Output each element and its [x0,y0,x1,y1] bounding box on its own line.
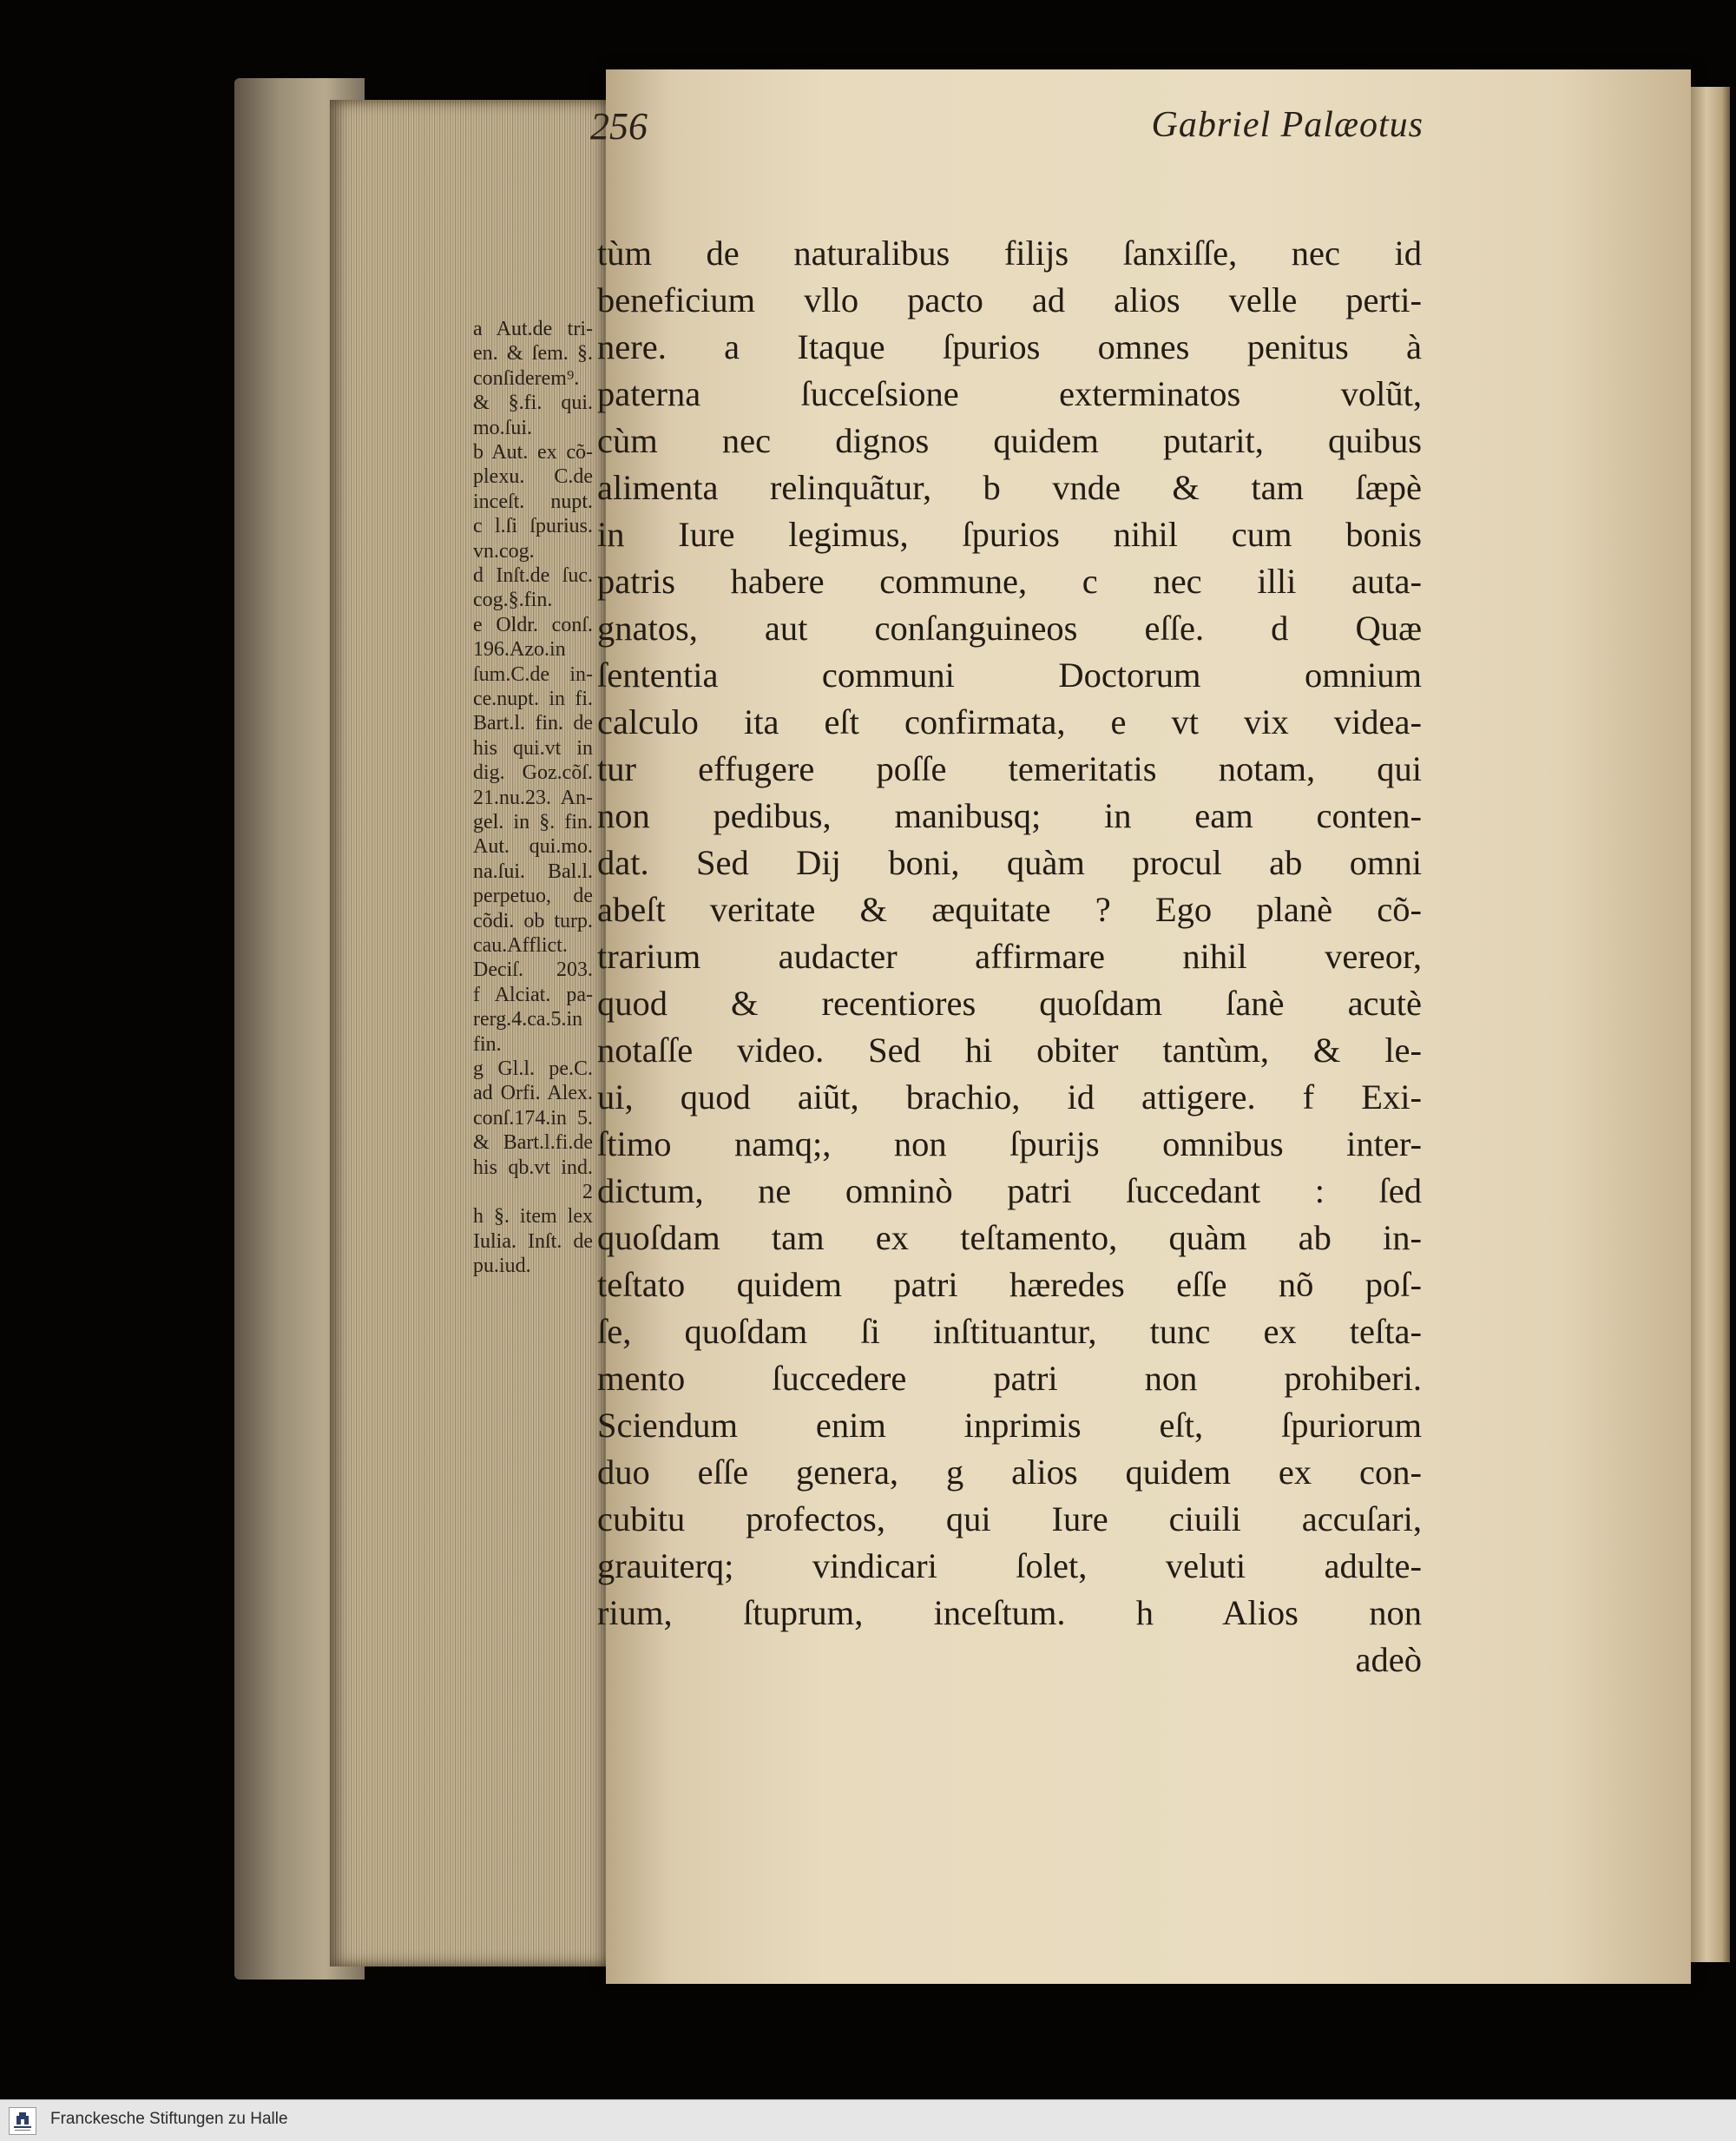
margin-note-line: plexu. C.de [473,465,593,489]
margin-note-line: & Bart.l.fi.de [473,1131,593,1155]
main-text-line: grauiterq; vindicari ſolet, veluti adulte- [597,1546,1422,1585]
margin-note-line: a Aut.de tri- [473,318,593,340]
main-text-line: trarium audacter affirmare nihil vereor, [597,937,1422,976]
main-text-line: adeò [1355,1640,1422,1679]
main-text-line: cubitu profectos, qui Iure ciuili accuſari, [597,1499,1422,1538]
main-text-line: beneficium vllo pacto ad alios velle perti- [597,280,1422,320]
main-text-line: tùm de naturalibus filijs ſanxiſſe, nec id [597,234,1422,273]
main-text-line: abeſt veritate & æquitate ? Ego planè cõ- [597,890,1422,929]
main-text-line: dat. Sed Dij boni, quàm procul ab omni [597,843,1422,882]
margin-note-line: fin. [473,1032,502,1056]
main-text-line: non pedibus, manibusq; in eam conten- [597,796,1422,835]
margin-note-line: e Oldr. conſ. [473,613,593,636]
main-text-line: ui, quod aiũt, brachio, id attigere. f Exi- [597,1077,1422,1117]
main-text-line: ſententia communi Doctorum omnium [597,655,1422,695]
margin-note-line: g Gl.l. pe.C. [473,1057,593,1080]
margin-note-line: ad Orfi. Alex. [473,1082,593,1105]
page-number: 256 [590,105,648,148]
margin-note-line: Aut. qui.mo. [473,835,593,859]
main-text-line: in Iure legimus, ſpurios nihil cum bonis [597,515,1422,554]
margin-note-line: perpetuo, de [473,885,593,908]
margin-note-line: en. & ſem. §. [473,342,593,366]
margin-note-line: his qb.vt ind. [473,1156,593,1179]
margin-note-line: & §.fi. qui. [473,392,593,415]
margin-note-line: Iulia. Inſt. de [473,1229,593,1253]
margin-note-line: Deciſ. 203. [473,959,593,982]
margin-note-line: inceſt. nupt. [473,490,593,513]
main-text-line: ſtimo namq;, non ſpurijs omnibus inter- [597,1124,1422,1163]
margin-note-line: cau.Afflict. [473,934,568,957]
margin-note-line: f Alciat. pa- [473,983,593,1006]
margin-note-line: dig. Goz.cõſ. [473,761,593,785]
margin-note-line: 2 [582,1181,593,1203]
margin-note-line: mo.ſui. [473,416,533,439]
main-text-line: patris habere commune, c nec illi auta- [597,562,1422,601]
franckesche-stiftungen-logo-icon [9,2107,36,2135]
margin-note-line: cog.§.fin. [473,589,553,612]
margin-note-line: pu.iud. [473,1255,531,1278]
footer-label: Franckesche Stiftungen zu Halle [50,2110,288,2128]
margin-note-line: d Inſt.de ſuc. [473,564,593,587]
margin-note-line: b Aut. ex cõ- [473,441,593,464]
main-text-line: gnatos, aut conſanguineos eſſe. d Quæ [597,609,1422,648]
margin-note-line: gel. in §. fin. [473,811,593,833]
margin-note-line: c l.ſi ſpurius. [473,515,593,538]
page-gutter-right [1691,87,1730,1962]
margin-note-line: h §. item lex [473,1205,593,1229]
page-header [590,104,1424,165]
main-text-line: tur effugere poſſe temeritatis notam, qui [597,749,1422,788]
margin-note-line: ce.nupt. in fi. [473,688,593,710]
main-text-line: teſtato quidem patri hæredes eſſe nõ poſ- [597,1265,1422,1304]
margin-note-line: rerg.4.ca.5.in [473,1008,583,1031]
main-text-line: rium, ſtuprum, inceſtum. h Alios non [597,1593,1422,1632]
margin-note-line: his qui.vt in [473,736,593,760]
margin-note-line: conſ.174.in 5. [473,1106,593,1130]
margin-note-line: cõdi. ob turp. [473,909,593,932]
margin-note-line: na.ſui. Bal.l. [473,860,593,883]
main-text-line: alimenta relinquãtur, b vnde & tam ſæpè [597,468,1422,507]
main-text-line: quoſdam tam ex teſtamento, quàm ab in- [597,1218,1422,1257]
running-title: Gabriel Palæotus [1151,105,1424,145]
main-text-line: duo eſſe genera, g alios quidem ex con- [597,1453,1422,1492]
margin-note-line: ſum.C.de in- [473,662,593,686]
margin-note-line: vn.cog. [473,539,535,563]
main-text-line: ſe, quoſdam ſi inſtituantur, tunc ex teſta- [597,1312,1422,1351]
main-text-line: paterna ſucceſsione exterminatos volũt, [597,374,1422,413]
footer-bar [0,2099,1736,2141]
main-text-line: Sciendum enim inprimis eſt, ſpuriorum [597,1406,1422,1445]
main-text-line: notaſſe video. Sed hi obiter tantùm, & le- [597,1031,1422,1070]
main-text-line: quod & recentiores quoſdam ſanè acutè [597,984,1422,1023]
main-text-line: cùm nec dignos quidem putarit, quibus [597,421,1422,460]
margin-note-line: 21.nu.23. An- [473,786,593,809]
margin-note-line: Bart.l. fin. de [473,712,593,735]
main-text-line: mento ſuccedere patri non prohiberi. [597,1359,1422,1398]
main-text-line: calculo ita eſt confirmata, e vt vix videa- [597,702,1422,741]
margin-note-line: conſiderem⁹. [473,366,580,390]
main-text-line: dictum, ne omninò patri ſuccedant : ſed [597,1171,1422,1210]
margin-note-line: 196.Azo.in [473,638,566,662]
main-text-line: nere. a Itaque ſpurios omnes penitus à [597,327,1422,366]
